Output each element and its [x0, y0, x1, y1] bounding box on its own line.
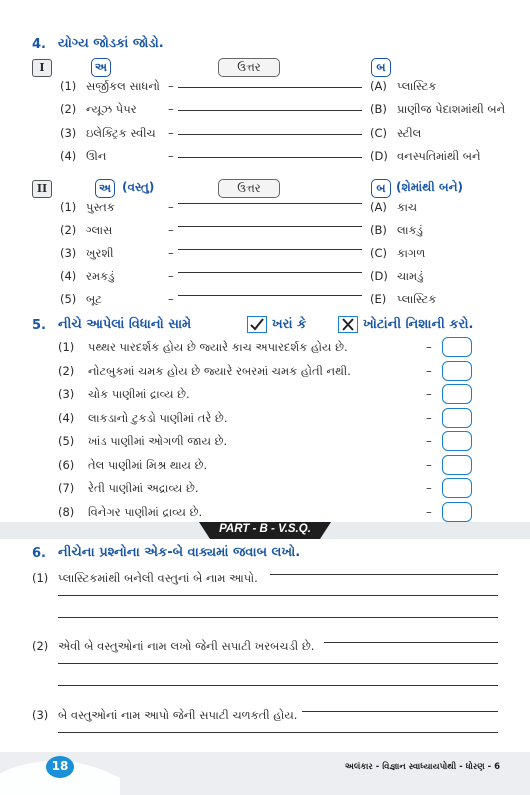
- option-letter: (D): [370, 269, 388, 283]
- statement-text: નોટબુકમાં ચમક હોય છે જ્યારે રબરમાં ચમક હોતી નથી.: [88, 364, 351, 378]
- q5-title-part2: ખરાં કે: [272, 317, 307, 332]
- item-text: બૂટ: [86, 292, 102, 306]
- question-text: બે વસ્તુઓનાં નામ આપો જેની સપાટી ચળકતી હોય.: [58, 708, 298, 722]
- statement-number: (2): [58, 364, 75, 378]
- part-i-label: I: [32, 59, 52, 77]
- answer-dash: –: [426, 387, 432, 401]
- answer-line[interactable]: [178, 295, 362, 296]
- answer-line[interactable]: [58, 617, 498, 618]
- question-text: એવી બે વસ્તુઓનાં નામ લખો જેની સપાટી ખરબચડી છે.: [58, 639, 315, 653]
- checkmark-icon: [247, 316, 267, 333]
- answer-box[interactable]: [442, 502, 472, 522]
- option-letter: (A): [370, 200, 387, 214]
- answer-dash: –: [426, 505, 432, 519]
- answer-dash: –: [168, 79, 174, 93]
- answer-line[interactable]: [178, 134, 362, 135]
- answer-box[interactable]: [442, 478, 472, 498]
- q6-number: 6.: [32, 546, 46, 561]
- answer-dash: –: [168, 200, 174, 214]
- answer-header: ઉત્તર: [218, 58, 280, 77]
- option-text: પ્લાસ્ટિક: [397, 292, 437, 306]
- option-letter: (B): [370, 102, 387, 116]
- answer-box[interactable]: [442, 337, 472, 357]
- statement-text: રેતી પાણીમાં અદ્રાવ્ય છે.: [88, 481, 199, 495]
- statement-text: તેલ પાણીમાં મિશ્ર થાય છે.: [88, 458, 208, 472]
- answer-line[interactable]: [58, 663, 498, 664]
- answer-line[interactable]: [178, 249, 362, 250]
- q5-title-part1: નીચે આપેલાં વિધાનો સામે: [58, 317, 192, 332]
- answer-dash: –: [426, 458, 432, 472]
- item-text: ઊન: [86, 149, 107, 163]
- statement-number: (1): [58, 340, 75, 354]
- option-letter: (C): [370, 126, 388, 140]
- answer-line[interactable]: [178, 226, 362, 227]
- answer-box[interactable]: [442, 384, 472, 404]
- answer-box[interactable]: [442, 431, 472, 451]
- q6-title: નીચેના પ્રશ્નોના એક-બે વાક્યમાં જવાબ લખો.: [58, 545, 301, 560]
- statement-text: ચોક પાણીમાં દ્રાવ્ય છે.: [88, 387, 190, 401]
- answer-dash: –: [168, 126, 174, 140]
- answer-line[interactable]: [178, 157, 362, 158]
- question-number: (1): [32, 571, 49, 585]
- answer-dash: –: [426, 481, 432, 495]
- answer-line[interactable]: [178, 203, 362, 204]
- statement-number: (4): [58, 411, 75, 425]
- answer-header: ઉત્તર: [218, 179, 280, 198]
- answer-line[interactable]: [178, 87, 362, 88]
- item-text: ગ્લાસ: [86, 223, 113, 237]
- q4-number: 4.: [32, 37, 46, 52]
- part-banner: PART - B - V.S.Q.: [219, 523, 311, 535]
- item-number: (2): [60, 102, 77, 116]
- statement-number: (5): [58, 434, 75, 448]
- book-title: અલંકાર - વિજ્ઞાન સ્વાધ્યાયપોથી - ધોરણ - 6: [344, 762, 500, 772]
- page-number: 18: [51, 759, 69, 773]
- item-number: (2): [60, 223, 77, 237]
- statement-number: (7): [58, 481, 75, 495]
- item-text: ન્યૂઝ પેપર: [86, 102, 137, 116]
- option-letter: (C): [370, 246, 388, 260]
- answer-line[interactable]: [178, 110, 362, 111]
- item-number: (4): [60, 149, 77, 163]
- answer-line[interactable]: [58, 685, 498, 686]
- answer-dash: –: [168, 149, 174, 163]
- item-number: (1): [60, 200, 77, 214]
- item-text: પુસ્તક: [86, 200, 115, 214]
- statement-text: પથ્થર પારદર્શક હોય છે જ્યારે કાચ અપારદર્શક હોય છે.: [88, 340, 348, 354]
- cross-icon: [338, 316, 358, 333]
- col-a-header: અ: [95, 179, 115, 198]
- item-text: રમકડું: [86, 269, 115, 283]
- option-text: પ્રાણીજ પેદાશમાંથી બને: [397, 102, 506, 116]
- item-number: (3): [60, 126, 77, 140]
- question-number: (2): [32, 639, 49, 653]
- option-text: વનસ્પતિમાંથી બને: [397, 149, 481, 163]
- option-text: કાચ: [397, 200, 418, 214]
- option-letter: (E): [370, 292, 387, 306]
- answer-dash: –: [426, 434, 432, 448]
- option-letter: (B): [370, 223, 387, 237]
- answer-line[interactable]: [302, 711, 498, 712]
- q4-title: યોગ્ય જોડકાં જોડો.: [58, 36, 164, 51]
- answer-dash: –: [168, 223, 174, 237]
- answer-line[interactable]: [324, 642, 498, 643]
- answer-box[interactable]: [442, 408, 472, 428]
- answer-line[interactable]: [58, 595, 498, 596]
- statement-text: લાકડાનો ટુકડો પાણીમાં તરે છે.: [88, 411, 228, 425]
- option-text: કાગળ: [397, 246, 426, 260]
- answer-box[interactable]: [442, 455, 472, 475]
- answer-line[interactable]: [270, 574, 498, 575]
- item-number: (3): [60, 246, 77, 260]
- col-b-extra: (શેમાંથી બને): [396, 180, 464, 194]
- statement-number: (8): [58, 505, 75, 519]
- answer-line[interactable]: [178, 272, 362, 273]
- item-number: (5): [60, 292, 77, 306]
- option-text: લાકડું: [397, 223, 423, 237]
- part-ii-label: II: [32, 180, 52, 198]
- question-text: પ્લાસ્ટિકમાંથી બનેલી વસ્તુનાં બે નામ આપો.: [58, 571, 258, 585]
- item-number: (1): [60, 79, 77, 93]
- answer-dash: –: [426, 340, 432, 354]
- answer-dash: –: [168, 269, 174, 283]
- item-text: સર્જીકલ સાધનો: [86, 79, 160, 93]
- q5-title-part3: ખોટાંની નિશાની કરો.: [363, 317, 474, 332]
- answer-box[interactable]: [442, 361, 472, 381]
- q5-number: 5.: [32, 318, 46, 333]
- statement-number: (6): [58, 458, 75, 472]
- col-b-header: બ: [371, 58, 391, 77]
- answer-line[interactable]: [58, 732, 498, 733]
- statement-text: વિનેગર પાણીમાં દ્રાવ્ય છે.: [88, 505, 203, 519]
- answer-dash: –: [168, 102, 174, 116]
- col-a-header: અ: [91, 58, 111, 77]
- item-text: ઇલેક્ટ્રિક સ્વીચ: [86, 126, 156, 140]
- statement-number: (3): [58, 387, 75, 401]
- option-text: ચામડું: [397, 269, 424, 283]
- col-b-header: બ: [371, 179, 391, 198]
- option-letter: (A): [370, 79, 387, 93]
- statement-text: ખાંડ પાણીમાં ઓગળી જાય છે.: [88, 434, 228, 448]
- answer-dash: –: [426, 364, 432, 378]
- question-number: (3): [32, 708, 49, 722]
- col-a-extra: (વસ્તુ): [122, 180, 155, 194]
- answer-dash: –: [426, 411, 432, 425]
- item-text: ખુરશી: [86, 246, 114, 260]
- option-text: સ્ટીલ: [397, 126, 422, 140]
- item-number: (4): [60, 269, 77, 283]
- option-text: પ્લાસ્ટિક: [397, 79, 437, 93]
- answer-dash: –: [168, 246, 174, 260]
- answer-dash: –: [168, 292, 174, 306]
- option-letter: (D): [370, 149, 388, 163]
